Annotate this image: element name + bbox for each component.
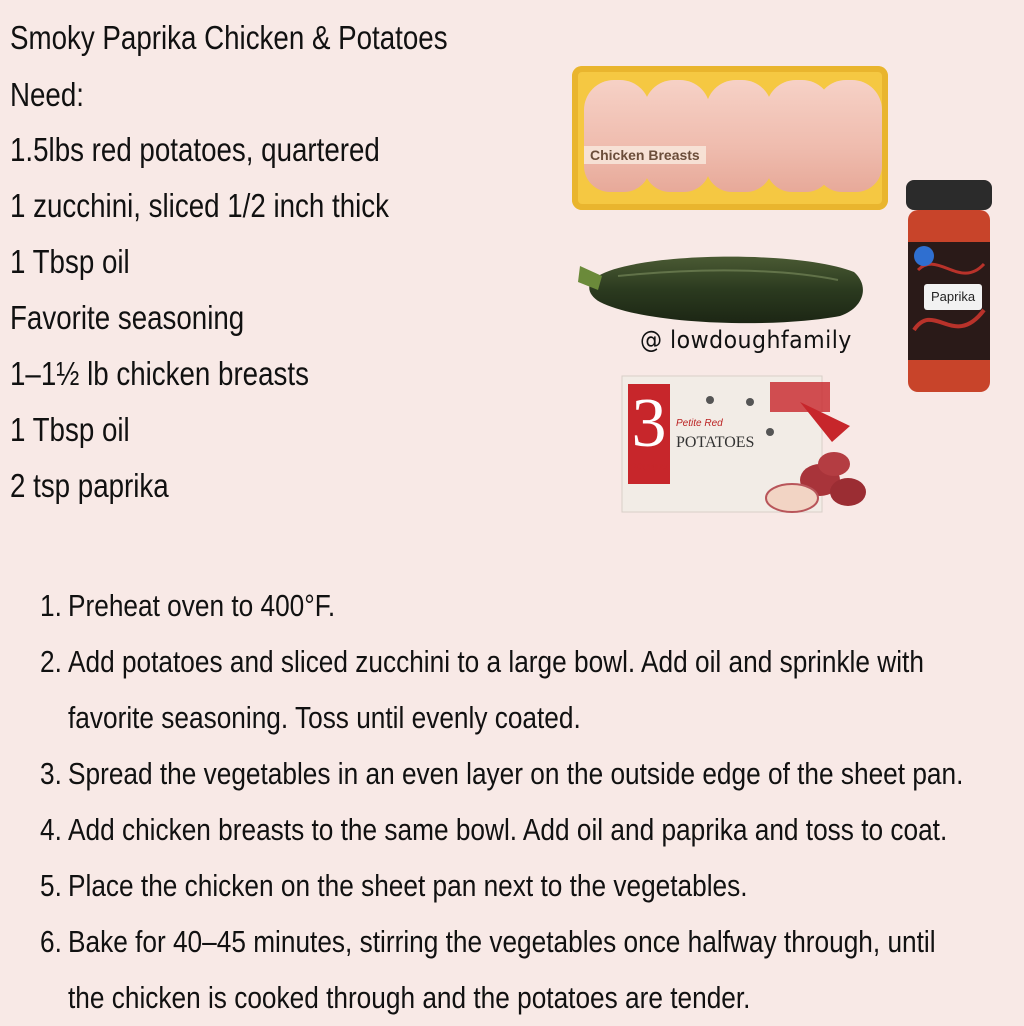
step-text-line-content: Preheat oven to 400°F. [68, 589, 336, 623]
step-text-line [68, 634, 1024, 690]
step-text-line [68, 578, 379, 634]
potato-bag-weight-unit: POUNDS [629, 462, 669, 472]
chicken-breast-shape [706, 80, 772, 192]
step-text-line-content: favorite seasoning. Toss until evenly coated. [68, 701, 581, 735]
instruction-step [40, 634, 1020, 746]
zucchini-image [578, 246, 866, 326]
chicken-breast-shape [644, 80, 710, 192]
step-number-text: 3. [40, 757, 62, 791]
instruction-step [40, 746, 1020, 802]
ingredients-heading [10, 75, 98, 115]
ingredient-item [10, 354, 461, 410]
instruction-step [40, 802, 1020, 858]
step-number [40, 914, 68, 1026]
chicken-breasts-package-image [572, 66, 888, 210]
chicken-package-label: Chicken Breasts [584, 146, 706, 164]
instructions-list [40, 578, 1020, 1026]
ingredient-text: 1 Tbsp oil [10, 411, 130, 448]
chicken-breast-shape [584, 80, 650, 192]
ingredient-item [10, 130, 461, 186]
step-text [68, 746, 1024, 802]
step-number-text: 2. [40, 645, 62, 679]
step-text-line [68, 858, 858, 914]
ingredient-text: 1 zucchini, sliced 1/2 inch thick [10, 187, 390, 224]
ingredient-item [10, 466, 461, 522]
step-number [40, 802, 68, 858]
ingredient-item [10, 242, 461, 298]
step-text-line-content: Add potatoes and sliced zucchini to a large bowl. Add oil and sprinkle with [68, 645, 924, 679]
step-text [68, 634, 1024, 746]
step-number [40, 858, 68, 914]
ingredient-text: 1–1½ lb chicken breasts [10, 355, 309, 392]
ingredient-item [10, 186, 461, 242]
step-number [40, 578, 68, 634]
ingredient-item [10, 410, 461, 466]
paprika-jar-image [904, 180, 994, 394]
step-text-line [68, 970, 1024, 1026]
step-number-text: 6. [40, 925, 62, 959]
step-text-line-content: Add chicken breasts to the same bowl. Add oil and paprika and toss to coat. [68, 813, 948, 847]
step-text-line [68, 914, 1024, 970]
instruction-step [40, 858, 1020, 914]
step-number [40, 746, 68, 802]
chicken-breast-shape [816, 80, 882, 192]
step-text [68, 914, 1024, 1026]
step-number-text: 5. [40, 869, 62, 903]
potato-bag-label: POTATOES [676, 434, 755, 451]
ingredients-heading-text: Need: [10, 76, 84, 113]
step-text-line-content: Spread the vegetables in an even layer on the outside edge of the sheet pan. [68, 757, 964, 791]
watermark-text: @ lowdoughfamily [640, 326, 852, 354]
instruction-step [40, 914, 1020, 1026]
step-text [68, 578, 379, 634]
recipe-title [10, 18, 531, 58]
step-number-text: 1. [40, 589, 62, 623]
instruction-step [40, 578, 1020, 634]
step-number [40, 634, 68, 746]
step-text-line-content: Place the chicken on the sheet pan next to the vegetables. [68, 869, 748, 903]
step-text-line-content: the chicken is cooked through and the potatoes are tender. [68, 981, 751, 1015]
step-text [68, 858, 858, 914]
ingredient-list [10, 130, 461, 522]
step-number-text: 4. [40, 813, 62, 847]
step-text-line [68, 690, 1024, 746]
potato-bag-brand: Petite Red [676, 418, 723, 429]
paprika-jar-label: Paprika [931, 289, 976, 304]
step-text-line [68, 746, 1024, 802]
step-text [68, 802, 1024, 858]
step-text-line-content: Bake for 40–45 minutes, stirring the vegetables once halfway through, until [68, 925, 936, 959]
ingredient-text: 1.5lbs red potatoes, quartered [10, 131, 380, 168]
recipe-title-text: Smoky Paprika Chicken & Potatoes [10, 19, 448, 56]
watermark [640, 322, 870, 358]
ingredient-item [10, 298, 461, 354]
step-text-line [68, 802, 1024, 858]
ingredient-text: Favorite seasoning [10, 299, 245, 336]
potato-bag-weight-number: 3 [628, 384, 670, 484]
ingredient-text: 2 tsp paprika [10, 467, 169, 504]
ingredient-text: 1 Tbsp oil [10, 243, 130, 280]
